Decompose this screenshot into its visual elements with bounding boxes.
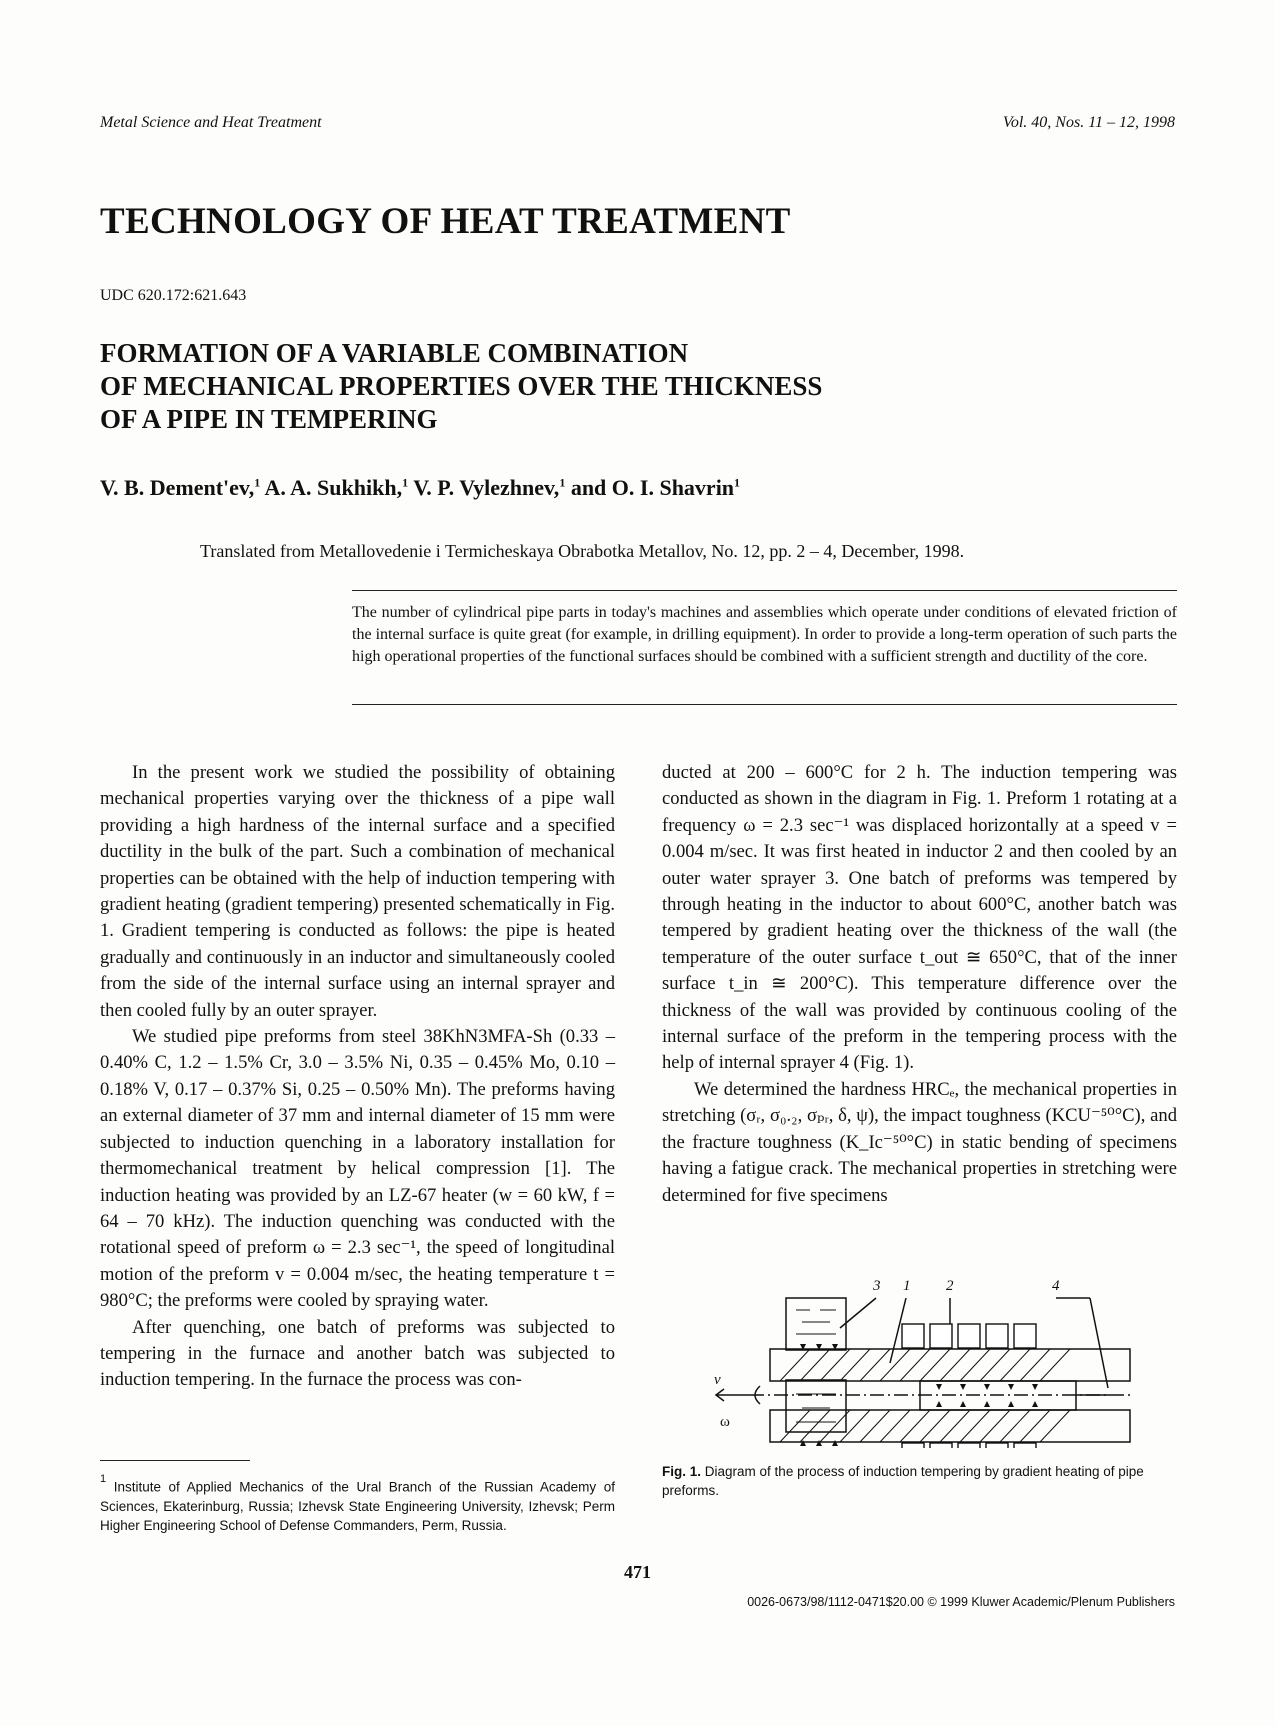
figure-1-diagram <box>710 1268 1150 1448</box>
author-3: V. P. Vylezhnev, <box>413 475 560 500</box>
title-line-2: OF MECHANICAL PROPERTIES OVER THE THICKNESS <box>100 371 823 401</box>
paragraph: After quenching, one batch of preforms was subjected to tempering in the furnace and another batch was subjected to induction tempering. In the furnace the process was con- <box>100 1316 615 1391</box>
journal-name: Metal Science and Heat Treatment <box>100 114 322 131</box>
caption-label: Fig. 1. <box>662 1464 702 1479</box>
footnote-rule <box>100 1460 250 1461</box>
title-line-3: OF A PIPE IN TEMPERING <box>100 404 438 434</box>
paragraph: In the present work we studied the possibility of obtaining mechanical properties varying over the thickness of a pipe wall providing a high hardness of the internal surface and a specified ductility in the bulk of the part. Such a combination of mechanical properties can be obtained with the help of induction tempering with gradient heating (gradient tempering) presented schematically in Fig. 1. Gradient tempering is conducted as follows: the pipe is heated gradually and continuously in an inductor and simultaneously cooled from the side of the internal surface using an internal sprayer and then cooled fully by an outer sprayer. <box>100 762 615 1021</box>
caption-text: Diagram of the process of induction tempering by gradient heating of pipe preforms. <box>662 1464 1144 1498</box>
left-column <box>100 760 615 1394</box>
title-line-1: FORMATION OF A VARIABLE COMBINATION <box>100 338 689 368</box>
section-title: TECHNOLOGY OF HEAT TREATMENT <box>100 201 791 242</box>
affiliation-mark: 1 <box>734 475 741 490</box>
fig-label-omega: ω <box>720 1414 730 1430</box>
footnote-mark: 1 <box>100 1473 107 1485</box>
footnote <box>100 1474 615 1535</box>
affiliation-mark: 1 <box>402 475 409 490</box>
publisher-codes: 0026-0673/98/1112-0471$20.00 © 1999 Kluwer Academic/Plenum Publishers <box>747 1595 1175 1609</box>
volume-info: Vol. 40, Nos. 11 – 12, 1998 <box>1002 114 1175 131</box>
fig-label-2: 2 <box>946 1278 954 1294</box>
authors <box>100 475 740 501</box>
author-2: A. A. Sukhikh, <box>264 475 403 500</box>
page-number: 471 <box>624 1562 651 1582</box>
abstract-bottom-rule <box>352 704 1177 705</box>
fig-label-3: 3 <box>873 1278 881 1294</box>
footnote-text: Institute of Applied Mechanics of the Ural Branch of the Russian Academy of Sciences, Ekaterinburg, Russia; Izhevsk State Engineering University, Izhevsk; Perm Higher Engineering School of Defense Commanders, Perm, Russia. <box>100 1479 615 1533</box>
right-column <box>662 760 1177 1209</box>
outer-sprayer-top <box>786 1298 846 1350</box>
fig-label-4: 4 <box>1052 1278 1060 1294</box>
figure-caption <box>662 1462 1177 1500</box>
paragraph: ducted at 200 – 600°C for 2 h. The induction tempering was conducted as shown in the diagram in Fig. 1. Preform 1 rotating at a frequency ω = 2.3 sec⁻¹ was displaced horizontally at a speed v = 0.004 m/sec. It was first heated in inductor 2 and then cooled by an outer water sprayer 3. One batch of preforms was tempered by through heating in the inductor to about 600°C, another batch was tempered by gradient heating over the thickness of the wall (the temperature of the outer surface t_out ≅ 650°C, that of the inner surface t_in ≅ 200°C). This temperature difference over the thickness of the wall was provided by continuous cooling of the internal surface of the preform in the tempering process with the help of internal sprayer 4 (Fig. 1). <box>662 762 1177 1074</box>
fig-label-v: v <box>714 1372 721 1388</box>
affiliation-mark: 1 <box>559 475 566 490</box>
affiliation-mark: 1 <box>254 475 261 490</box>
fig-label-1: 1 <box>903 1278 911 1294</box>
translation-note: Translated from Metallovedenie i Termicheskaya Obrabotka Metallov, No. 12, pp. 2 – 4, December, 1998. <box>200 541 965 561</box>
paragraph: We determined the hardness HRCₑ, the mechanical properties in stretching (σᵣ, σ₀.₂, σₚᵣ, δ, ψ), the impact toughness (KCU⁻⁵⁰°C), and the fracture toughness (K_Ic⁻⁵⁰°C) in static bending of specimens having a fatigue crack. The mechanical properties in stretching were determined for five specimens <box>662 1078 1177 1206</box>
paragraph: We studied pipe preforms from steel 38KhN3MFA-Sh (0.33 – 0.40% C, 1.2 – 1.5% Cr, 3.0 – 3.5% Ni, 0.35 – 0.45% Mo, 0.10 – 0.18% V, 0.17 – 0.37% Si, 0.25 – 0.50% Mn). The preforms having an external diameter of 37 mm and internal diameter of 15 mm were subjected to induction quenching in a laboratory installation for thermomechanical treatment by helical compression [1]. The induction heating was provided by an LZ-67 heater (w = 60 kW, f = 64 – 70 kHz). The induction quenching was conducted with the rotational speed of preform ω = 2.3 sec⁻¹, the speed of longitudinal motion of the preform v = 0.004 m/sec, the heating temperature t = 980°C; the preforms were cooled by spraying water. <box>100 1026 615 1312</box>
article-title <box>100 337 1000 436</box>
abstract-top-rule <box>352 590 1177 591</box>
abstract: The number of cylindrical pipe parts in today's machines and assemblies which operate under conditions of elevated friction of the internal surface is quite great (for example, in drilling equipment). In order to provide a long-term operation of such parts the high operational properties of the functional surfaces should be combined with a sufficient strength and ductility of the core. <box>352 604 1177 665</box>
author-1: V. B. Dement'ev, <box>100 475 255 500</box>
udc-code: UDC 620.172:621.643 <box>100 287 247 304</box>
author-4: and O. I. Shavrin <box>570 475 735 500</box>
